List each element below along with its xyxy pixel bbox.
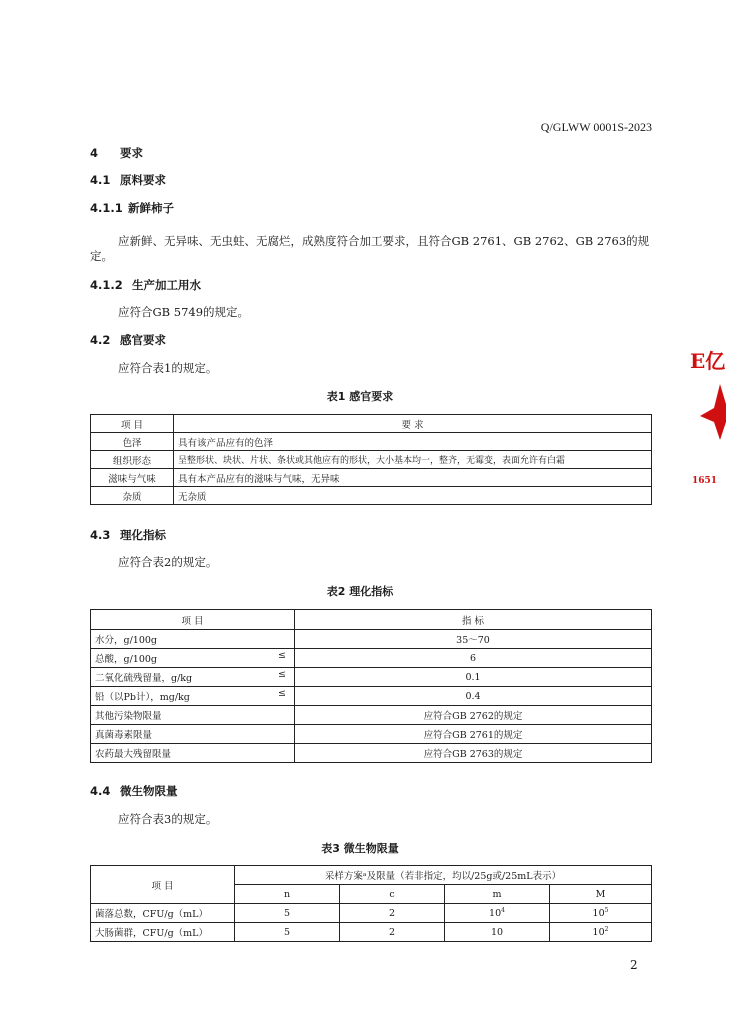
- header-cell: M: [550, 885, 652, 904]
- table-cell: $10^5$: [550, 904, 652, 923]
- table3-microbial: [90, 865, 652, 942]
- table-cell: 真菌毒素限量: [91, 725, 295, 744]
- table-cell: 5: [235, 923, 340, 942]
- section-number: 4.2: [90, 333, 111, 347]
- table-row: [91, 668, 652, 687]
- table-cell: 其他污染物限量: [91, 706, 295, 725]
- table-cell: 应符合GB 2762的规定: [295, 706, 652, 725]
- table-cell: 组织形态: [91, 451, 174, 469]
- header-cell: m: [445, 885, 550, 904]
- section-4-1-heading: [90, 172, 166, 188]
- section-title: 要求: [120, 146, 143, 160]
- section-4-3-heading: [90, 527, 166, 543]
- table1-sensory: [90, 414, 652, 505]
- table-cell: 5: [235, 904, 340, 923]
- table-row: [91, 487, 652, 505]
- section-4-2-heading: [90, 332, 166, 348]
- table-row: [91, 725, 652, 744]
- page-number: 2: [630, 958, 638, 972]
- item-label: 铅（以Pb计），mg/kg: [95, 692, 190, 703]
- section-title: 新鲜柿子: [128, 201, 174, 215]
- table-cell: 具有该产品应有的色泽: [174, 433, 652, 451]
- seal-fragment-text: E亿: [690, 349, 726, 373]
- table-row: [91, 451, 652, 469]
- section-title: 理化指标: [120, 528, 166, 542]
- section-number: 4: [90, 146, 99, 160]
- table-cell: 色泽: [91, 433, 174, 451]
- header-cell: c: [340, 885, 445, 904]
- table-cell: 应符合GB 2761的规定: [295, 725, 652, 744]
- table-cell: 0.4: [295, 687, 652, 706]
- table-cell: 具有本产品应有的滋味与气味，无异味: [174, 469, 652, 487]
- paragraph-4-1-1-line2: 定。: [90, 249, 113, 263]
- header-cell: 采样方案ᵃ及限量（若非指定，均以/25g或/25mL表示）: [235, 866, 652, 885]
- table1-caption: 表1 感官要求: [326, 390, 394, 403]
- table-cell: 应符合GB 2763的规定: [295, 744, 652, 763]
- section-title: 微生物限量: [120, 784, 178, 798]
- section-title: 原料要求: [120, 173, 166, 187]
- table-cell: 2: [340, 923, 445, 942]
- paragraph-4-1-1-line1: 应新鲜、无异味、无虫蛀、无腐烂，成熟度符合加工要求，且符合GB 2761、GB 2762、GB 2763的规: [118, 234, 650, 248]
- section-number: 4.1: [90, 173, 111, 187]
- section-4-1-2-heading: [90, 277, 201, 293]
- section-number: 4.1.2: [90, 278, 123, 292]
- paragraph-4-3: 应符合表2的规定。: [118, 555, 218, 569]
- table-cell: 杂质: [91, 487, 174, 505]
- table-cell: [91, 687, 295, 706]
- section-4-heading: [90, 145, 143, 161]
- table-cell: 菌落总数，CFU/g（mL）: [91, 904, 235, 923]
- item-label: 二氧化硫残留量，g/kg: [95, 673, 193, 684]
- section-number: 4.3: [90, 528, 111, 542]
- item-label: 水分，g/100g: [95, 635, 157, 646]
- table-row: [91, 904, 652, 923]
- table-cell: 10: [445, 923, 550, 942]
- table-cell: [91, 630, 295, 649]
- table-row: [91, 744, 652, 763]
- table-cell: 35～70: [295, 630, 652, 649]
- table-row: [91, 687, 652, 706]
- table-header-row: [91, 610, 652, 630]
- table-cell: $10^4$: [445, 904, 550, 923]
- header-cell: 项 目: [91, 866, 235, 904]
- section-4-4-heading: [90, 783, 178, 799]
- item-label: 总酸，g/100g: [95, 654, 157, 665]
- table-cell: 6: [295, 649, 652, 668]
- operator: ≤: [278, 688, 286, 699]
- table-cell: 滋味与气味: [91, 469, 174, 487]
- section-4-1-1-heading: [90, 200, 174, 216]
- operator: ≤: [278, 650, 286, 661]
- paragraph-4-1-2: 应符合GB 5749的规定。: [118, 305, 250, 319]
- table-row: [91, 630, 652, 649]
- section-title: 感官要求: [120, 333, 166, 347]
- table-header-row: [91, 415, 652, 433]
- table3-caption: 表3 微生物限量: [321, 842, 399, 855]
- header-cell: 项 目: [91, 610, 295, 630]
- table-cell: $10^2$: [550, 923, 652, 942]
- table-cell: 无杂质: [174, 487, 652, 505]
- paragraph-4-2: 应符合表1的规定。: [118, 361, 218, 375]
- table-cell: [91, 649, 295, 668]
- seal-star-icon: [696, 382, 726, 446]
- table-header-row: [91, 866, 652, 885]
- header-cell: n: [235, 885, 340, 904]
- table-row: [91, 649, 652, 668]
- table-cell: [91, 668, 295, 687]
- header-cell: 指 标: [295, 610, 652, 630]
- document-code: Q/GLWW 0001S-2023: [540, 120, 652, 134]
- table-row: [91, 469, 652, 487]
- section-number: 4.1.1: [90, 201, 123, 215]
- table-row: [91, 433, 652, 451]
- section-number: 4.4: [90, 784, 111, 798]
- section-title: 生产加工用水: [132, 278, 201, 292]
- seal-fragment-number: 1651: [692, 476, 718, 486]
- header-cell: 要 求: [174, 415, 652, 433]
- table-cell: 农药最大残留限量: [91, 744, 295, 763]
- header-cell: 项 目: [91, 415, 174, 433]
- table-cell: 0.1: [295, 668, 652, 687]
- table-row: [91, 706, 652, 725]
- table-row: [91, 923, 652, 942]
- table2-physicochemical: [90, 609, 652, 763]
- table-cell: 大肠菌群，CFU/g（mL）: [91, 923, 235, 942]
- table2-caption: 表2 理化指标: [326, 585, 394, 598]
- operator: ≤: [278, 669, 286, 680]
- table-cell: 2: [340, 904, 445, 923]
- paragraph-4-4: 应符合表3的规定。: [118, 812, 218, 826]
- table-cell: 呈整形状、块状、片状、条状或其他应有的形状，大小基本均一，整齐，无霉变，表面允许有白霜: [174, 451, 652, 469]
